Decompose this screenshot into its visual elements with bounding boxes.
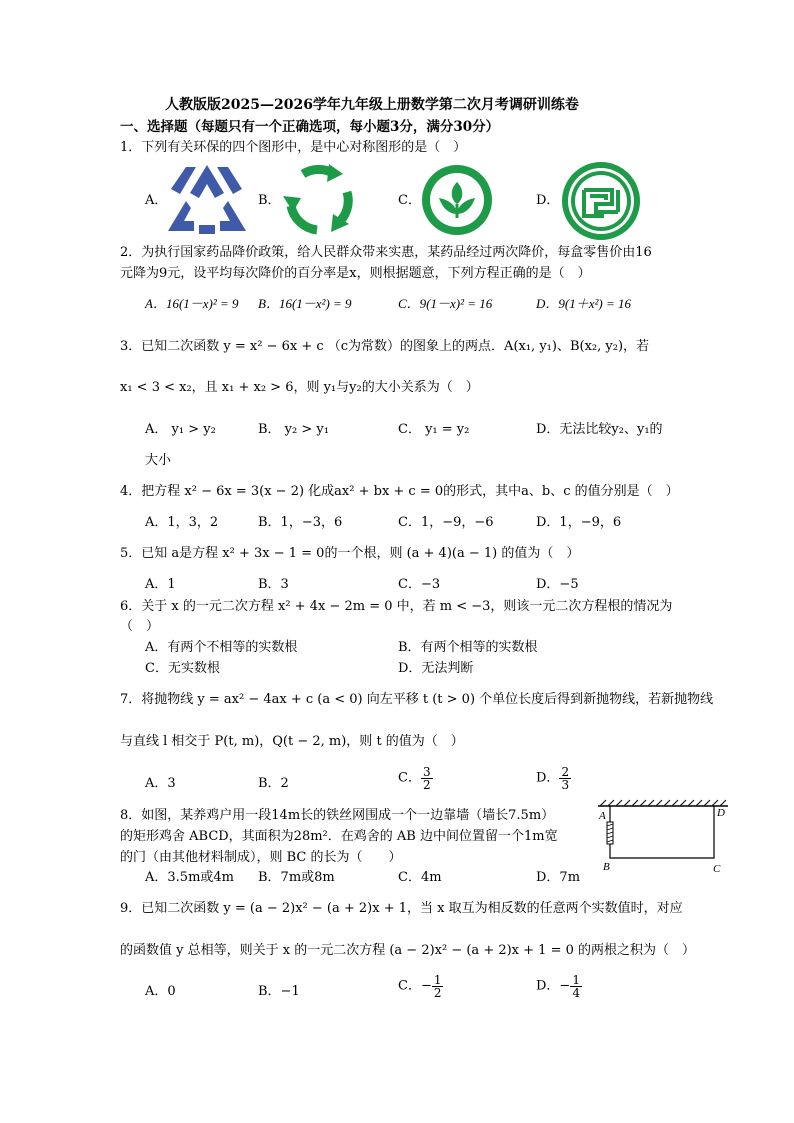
- q3-option-d: D．无法比较y₂、y₁的: [536, 422, 663, 437]
- page-title: 人教版版2025—2026学年九年级上册数学第二次月考调研训练卷: [165, 97, 579, 113]
- figure-label-b: B: [603, 861, 610, 873]
- q3-option-a: A． y₁ > y₂: [145, 422, 216, 437]
- q3-option-c: C． y₁ = y₂: [398, 422, 470, 437]
- q2-option-b: B．16(1－x²) = 9: [258, 296, 352, 311]
- q7-option-c-numerator: 3: [422, 765, 431, 779]
- q7-option-a: A．3: [145, 776, 176, 791]
- q1-option-b-label: B．: [258, 193, 281, 208]
- q4-option-a: A．1，3，2: [145, 515, 219, 530]
- section-heading: 一、选择题（每题只有一个正确选项，每小题3分，满分30分）: [120, 119, 500, 135]
- q7-option-c: [398, 766, 433, 791]
- figure-label-c: C: [713, 863, 721, 875]
- q9-option-d: [536, 974, 582, 999]
- q9-option-b: B．−1: [258, 984, 300, 999]
- q6-option-d: D．无法判断: [398, 661, 474, 676]
- q9-option-c-numerator: 1: [433, 973, 442, 987]
- q7-option-d: [536, 766, 571, 791]
- q9-option-c: [398, 974, 443, 999]
- chicken-coop-figure: [592, 798, 732, 878]
- q4-option-d: D．1，−9，6: [536, 515, 622, 530]
- q4-option-c: C．1，−9，−6: [398, 515, 494, 530]
- sprout-circle-icon: [419, 162, 495, 238]
- q9-option-c-label: C．−: [398, 978, 432, 994]
- q5-option-a: A．1: [145, 577, 176, 592]
- q3-option-d-continued: 大小: [145, 453, 172, 468]
- q1-option-a-label: A．: [145, 193, 168, 208]
- question-8-stem-line2: 的矩形鸡舍 ABCD，其面积为28m²．在鸡舍的 AB 边中间位置留一个1m宽: [120, 829, 558, 844]
- q6-option-a: A．有两个不相等的实数根: [145, 640, 298, 655]
- q5-option-c: C．−3: [398, 577, 441, 592]
- q1-option-d-label: D．: [536, 193, 560, 208]
- q2-option-a: A．16(1－x)² = 9: [145, 296, 239, 311]
- question-9-stem-line2: 的函数值 y 总相等，则关于 x 的一元二次方程 (a − 2)x² − (a + 2)x + 1 = 0 的两根之积为（ ）: [120, 943, 696, 958]
- q7-option-d-denominator: 3: [561, 778, 570, 792]
- figure-label-d: D: [717, 807, 725, 819]
- question-8-stem-line1: 8．如图，某养鸡户用一段14m长的铁丝网围成一个一边靠墙（墙长7.5m）: [120, 808, 555, 823]
- q2-option-d: D．9(1＋x²) = 16: [536, 296, 631, 311]
- question-5-stem: 5．已知 a是方程 x² + 3x − 1 = 0的一个根，则 (a + 4)(a − 1) 的值为（ ）: [120, 546, 580, 561]
- question-3-stem-line2: x₁ < 3 < x₂，且 x₁ + x₂ > 6，则 y₁与y₂的大小关系为（ ）: [120, 380, 479, 395]
- recycle-icon: [166, 163, 248, 235]
- q9-option-c-fraction: [432, 974, 444, 999]
- q5-option-b: B．3: [258, 577, 289, 592]
- question-2-stem-line1: 2．为执行国家药品降价政策，给人民群众带来实惠，某药品经过两次降价，每盒零售价由16: [120, 245, 652, 260]
- q1-option-c-label: C．: [398, 193, 421, 208]
- q9-option-d-label: D．−: [536, 978, 571, 994]
- question-6-stem-line2: （ ）: [120, 619, 160, 634]
- q6-option-b: B．有两个相等的实数根: [398, 640, 538, 655]
- q9-option-d-denominator: 4: [572, 986, 580, 1000]
- q3-option-b: B． y₂ > y₁: [258, 422, 329, 437]
- q5-option-d: D．−5: [536, 577, 579, 592]
- q9-option-a: A．0: [145, 984, 176, 999]
- q9-option-d-numerator: 1: [572, 973, 580, 987]
- q4-option-b: B．1，−3，6: [258, 515, 343, 530]
- q8-option-a: A．3.5m或4m: [145, 870, 234, 885]
- q6-option-c: C．无实数根: [145, 661, 220, 676]
- green-ring-logo-icon: [560, 160, 642, 242]
- q8-option-b: B．7m或8m: [258, 870, 335, 885]
- question-9-stem-line1: 9．已知二次函数 y = (a − 2)x² − (a + 2)x + 1，当 x 取互为相反数的任意两个实数值时，对应: [120, 901, 683, 916]
- q7-option-d-numerator: 2: [561, 765, 570, 779]
- q9-option-d-fraction: [570, 974, 582, 999]
- question-1-stem: 1．下列有关环保的四个图形中，是中心对称图形的是（ ）: [120, 140, 467, 155]
- q7-option-d-fraction: [559, 766, 571, 791]
- q8-option-d: D．7m: [536, 870, 581, 885]
- q7-option-d-label: D．: [536, 770, 560, 786]
- question-2-stem-line2: 元降为9元，设平均每次降价的百分率是x，则根据题意，下列方程正确的是（ ）: [120, 266, 591, 281]
- figure-label-a: A: [599, 810, 606, 822]
- q7-option-c-fraction: [421, 766, 433, 791]
- q2-option-c: C．9(1－x)² = 16: [398, 296, 493, 311]
- q7-option-c-label: C．: [398, 770, 421, 786]
- circular-arrows-icon: [283, 164, 355, 236]
- q8-option-c: C．4m: [398, 870, 442, 885]
- q7-option-b: B．2: [258, 776, 289, 791]
- question-6-stem-line1: 6．关于 x 的一元二次方程 x² + 4x − 2m = 0 中，若 m < −3，则该一元二次方程根的情况为: [120, 599, 673, 614]
- question-7-stem-line1: 7．将抛物线 y = ax² − 4ax + c (a < 0) 向左平移 t (t > 0) 个单位长度后得到新抛物线，若新抛物线: [120, 692, 714, 707]
- question-7-stem-line2: 与直线 l 相交于 P(t, m)，Q(t − 2, m)，则 t 的值为（ ）: [120, 734, 464, 749]
- q7-option-c-denominator: 2: [422, 778, 431, 792]
- question-4-stem: 4．把方程 x² − 6x = 3(x − 2) 化成ax² + bx + c = 0的形式，其中a、b、c 的值分别是（ ）: [120, 484, 679, 499]
- question-3-stem-line1: 3．已知二次函数 y = x² − 6x + c （c为常数）的图象上的两点．A(x₁, y₁)、B(x₂, y₂)，若: [120, 339, 650, 354]
- question-8-stem-line3: 的门（由其他材料制成），则 BC 的长为（ ）: [120, 850, 402, 865]
- q9-option-c-denominator: 2: [433, 986, 442, 1000]
